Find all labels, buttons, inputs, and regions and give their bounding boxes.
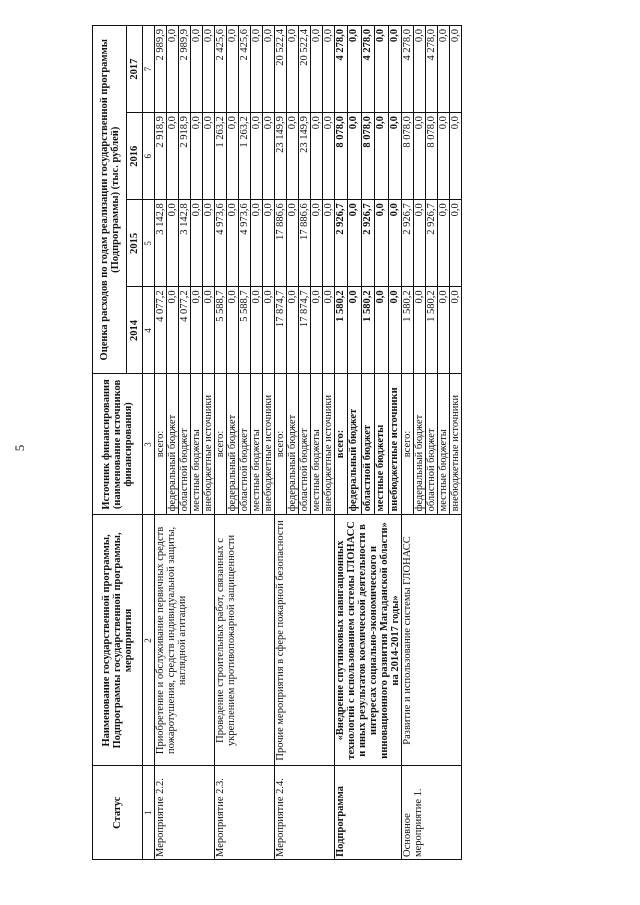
amount-cell: 0,0 [311,26,323,113]
amount-cell: 4 973,6 [215,200,227,287]
header-source: Источник финансирования (наименование источников финансирования) [93,374,143,515]
amount-cell: 0,0 [414,200,426,287]
amount-cell: 0,0 [203,26,215,113]
amount-cell: 23 149,9 [275,113,287,200]
amount-cell: 0,0 [414,113,426,200]
amount-cell: 0,0 [323,200,335,287]
amount-cell: 0,0 [191,200,203,287]
amount-cell: 0,0 [203,200,215,287]
amount-cell: 0,0 [375,200,388,287]
program-name-cell: Развитие и использование системы ГЛОНАСС [402,515,462,766]
funding-source-cell: местные бюджеты [438,374,450,515]
table-row [335,26,348,860]
amount-cell: 0,0 [348,200,361,287]
budget-table [92,25,462,860]
header-expenses: Оценка расходов по годам реализации государственной программы (Подпрограммы) (тыс. рублей) [93,26,127,375]
amount-cell: 0,0 [263,113,275,200]
amount-cell: 4 973,6 [239,200,251,287]
amount-cell: 0,0 [438,26,450,113]
amount-cell: 2 918,9 [179,113,191,200]
amount-cell: 0,0 [251,113,263,200]
amount-cell: 0,0 [323,26,335,113]
amount-cell: 0,0 [450,200,462,287]
funding-source-cell: федеральный бюджет [227,374,239,515]
funding-source-cell: федеральный бюджет [348,374,361,515]
amount-cell: 0,0 [323,287,335,374]
column-number: 5 [143,200,155,287]
amount-cell: 0,0 [287,113,299,200]
amount-cell: 1 580,2 [426,287,438,374]
amount-cell: 2 926,7 [361,200,374,287]
amount-cell: 0,0 [375,287,388,374]
amount-cell: 0,0 [311,200,323,287]
funding-source-cell: всего: [335,374,348,515]
amount-cell: 2 989,9 [179,26,191,113]
amount-cell: 0,0 [227,287,239,374]
amount-cell: 0,0 [450,113,462,200]
amount-cell: 0,0 [348,26,361,113]
column-number: 4 [143,287,155,374]
funding-source-cell: всего: [275,374,287,515]
amount-cell: 0,0 [414,26,426,113]
amount-cell: 1 263,2 [239,113,251,200]
funding-source-cell: областной бюджет [426,374,438,515]
status-cell: Мероприятие 2.3. [215,766,275,860]
funding-source-cell: внебюджетные источники [323,374,335,515]
amount-cell: 0,0 [203,113,215,200]
amount-cell: 0,0 [287,200,299,287]
funding-source-cell: внебюджетные источники [388,374,401,515]
amount-cell: 0,0 [167,113,179,200]
rotated-page [92,25,582,860]
amount-cell: 0,0 [450,26,462,113]
funding-source-cell: федеральный бюджет [287,374,299,515]
amount-cell: 3 142,8 [179,200,191,287]
amount-cell: 0,0 [287,26,299,113]
amount-cell: 0,0 [263,287,275,374]
amount-cell: 0,0 [191,113,203,200]
funding-source-cell: всего: [215,374,227,515]
amount-cell: 0,0 [311,113,323,200]
amount-cell: 17 874,7 [275,287,287,374]
program-name-cell: Проведение строительных работ, связанных с укреплением противопожарной защищенности [215,515,275,766]
amount-cell: 17 886,6 [299,200,311,287]
status-cell: Мероприятие 2.2. [155,766,215,860]
status-cell: Мероприятие 2.4. [275,766,335,860]
amount-cell: 1 263,2 [215,113,227,200]
amount-cell: 4 278,0 [402,26,414,113]
funding-source-cell: местные бюджеты [375,374,388,515]
funding-source-cell: всего: [402,374,414,515]
column-number: 1 [143,766,155,860]
amount-cell: 1 580,2 [335,287,348,374]
funding-source-cell: областной бюджет [361,374,374,515]
amount-cell: 0,0 [251,287,263,374]
amount-cell: 2 425,6 [239,26,251,113]
amount-cell: 0,0 [438,287,450,374]
program-name-cell: Приобретение и обслуживание первичных средств пожаротушения, средств индивидуальной защиты, наглядной агитации [155,515,215,766]
funding-source-cell: федеральный бюджет [167,374,179,515]
amount-cell: 1 580,2 [361,287,374,374]
amount-cell: 8 078,0 [361,113,374,200]
amount-cell: 5 588,7 [239,287,251,374]
amount-cell: 0,0 [203,287,215,374]
funding-source-cell: внебюджетные источники [203,374,215,515]
funding-source-cell: местные бюджеты [311,374,323,515]
amount-cell: 8 078,0 [426,113,438,200]
table-body [155,26,462,860]
funding-source-cell: внебюджетные источники [263,374,275,515]
amount-cell: 0,0 [414,287,426,374]
amount-cell: 0,0 [263,26,275,113]
amount-cell: 0,0 [450,287,462,374]
funding-source-cell: областной бюджет [179,374,191,515]
amount-cell: 8 078,0 [335,113,348,200]
table-row [402,26,414,860]
amount-cell: 17 886,6 [275,200,287,287]
table-row [155,26,167,860]
amount-cell: 0,0 [287,287,299,374]
funding-source-cell: областной бюджет [299,374,311,515]
amount-cell: 3 142,8 [155,200,167,287]
column-number: 6 [143,113,155,200]
funding-source-cell: местные бюджеты [191,374,203,515]
amount-cell: 4 278,0 [426,26,438,113]
header-year: 2014 [127,287,143,374]
amount-cell: 0,0 [438,200,450,287]
program-name-cell: «Внедрение спутниковых навигационных технологий с использованием системы ГЛОНАСС и иных результатов космической деятельности в интересах социально-экономического и инновационного развития Магаданской области» на 2014-2017 годы» [335,515,402,766]
header-year: 2016 [127,113,143,200]
status-cell: Подпрограмма [335,766,402,860]
program-name-cell: Прочие мероприятия в сфере пожарной безопасности [275,515,335,766]
funding-source-cell: федеральный бюджет [414,374,426,515]
amount-cell: 8 078,0 [402,113,414,200]
amount-cell: 20 522,4 [275,26,287,113]
amount-cell: 17 874,7 [299,287,311,374]
amount-cell: 2 918,9 [155,113,167,200]
table-row [215,26,227,860]
amount-cell: 23 149,9 [299,113,311,200]
status-cell: Основное мероприятие 1. [402,766,462,860]
amount-cell: 0,0 [227,200,239,287]
table-row [275,26,287,860]
amount-cell: 2 989,9 [155,26,167,113]
amount-cell: 0,0 [167,287,179,374]
header-year: 2017 [127,26,143,113]
amount-cell: 0,0 [348,287,361,374]
amount-cell: 0,0 [388,113,401,200]
column-number: 7 [143,26,155,113]
page-number: 5 [12,444,27,452]
column-number: 3 [143,374,155,515]
amount-cell: 0,0 [191,26,203,113]
funding-source-cell: всего: [155,374,167,515]
header-name: Наименование государственной программы, Подпрограммы государственной программы, мероприятия [93,515,143,766]
amount-cell: 2 926,7 [335,200,348,287]
amount-cell: 2 926,7 [402,200,414,287]
header-year: 2015 [127,200,143,287]
amount-cell: 0,0 [263,200,275,287]
amount-cell: 0,0 [438,113,450,200]
header-status: Статус [93,766,143,860]
funding-source-cell: внебюджетные источники [450,374,462,515]
amount-cell: 4 077,2 [179,287,191,374]
funding-source-cell: местные бюджеты [251,374,263,515]
funding-source-cell: областной бюджет [239,374,251,515]
amount-cell: 0,0 [348,113,361,200]
amount-cell: 0,0 [388,287,401,374]
amount-cell: 0,0 [167,26,179,113]
amount-cell: 0,0 [227,26,239,113]
amount-cell: 1 580,2 [402,287,414,374]
amount-cell: 0,0 [251,26,263,113]
amount-cell: 0,0 [311,287,323,374]
amount-cell: 0,0 [388,200,401,287]
amount-cell: 0,0 [191,287,203,374]
amount-cell: 0,0 [388,26,401,113]
amount-cell: 4 278,0 [335,26,348,113]
amount-cell: 4 278,0 [361,26,374,113]
amount-cell: 4 077,2 [155,287,167,374]
amount-cell: 0,0 [375,113,388,200]
amount-cell: 0,0 [227,113,239,200]
amount-cell: 2 926,7 [426,200,438,287]
column-number: 2 [143,515,155,766]
amount-cell: 0,0 [251,200,263,287]
amount-cell: 20 522,4 [299,26,311,113]
amount-cell: 2 425,6 [215,26,227,113]
amount-cell: 0,0 [323,113,335,200]
amount-cell: 5 588,7 [215,287,227,374]
amount-cell: 0,0 [167,200,179,287]
amount-cell: 0,0 [375,26,388,113]
